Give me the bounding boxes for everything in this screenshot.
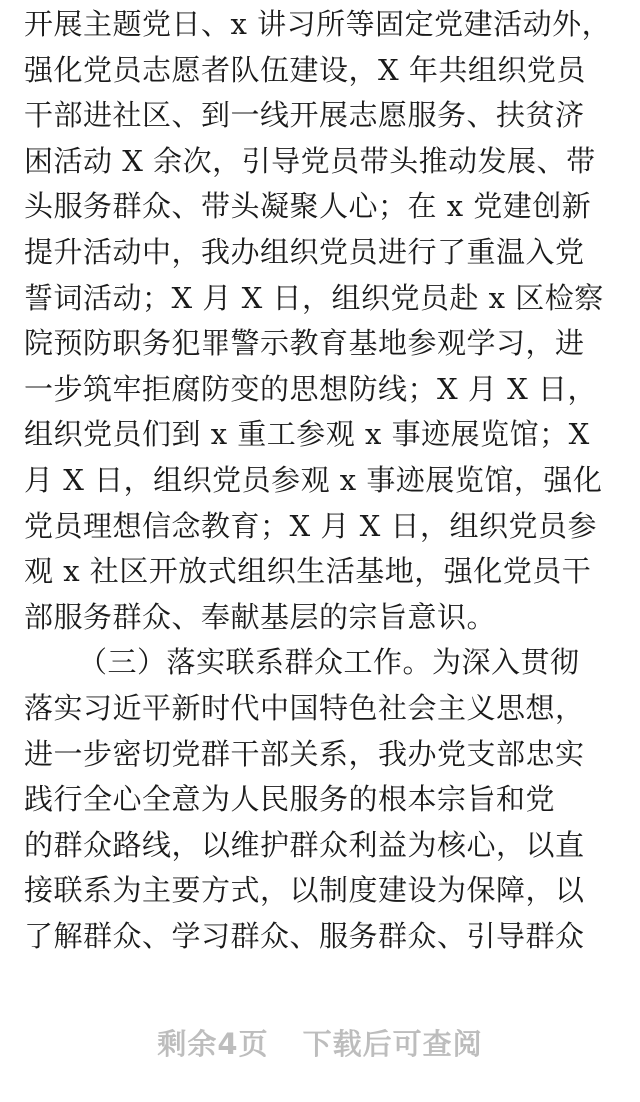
download-prompt-label: 下载后可查阅 bbox=[302, 1027, 483, 1061]
text-line: 强化党员志愿者队伍建设，X 年共组织党员 bbox=[24, 52, 586, 87]
text-line: 月 X 日，组织党员参观 x 事迹展览馆，强化 bbox=[24, 463, 603, 497]
text-line: 开展主题党日、x 讲习所等固定党建活动外， bbox=[24, 7, 612, 41]
text-line: 头服务群众、带头凝聚人心；在 x 党建创新 bbox=[24, 189, 592, 224]
text-line: 党员理想信念教育；X 月 X 日，组织党员参 bbox=[24, 508, 597, 543]
text-line: 一步筑牢拒腐防变的思想防线；X 月 X 日， bbox=[24, 371, 597, 406]
text-line: 了解群众、学习群众、服务群众、引导群众 bbox=[24, 919, 585, 953]
text-line: 接联系为主要方式，以制度建设为保障，以 bbox=[24, 873, 585, 908]
text-line: 践行全心全意为人民服务的根本宗旨和党 bbox=[24, 782, 556, 817]
text-line: 院预防职务犯罪警示教育基地参观学习，进 bbox=[24, 326, 585, 361]
text-line: 提升活动中，我办组织党员进行了重温入党 bbox=[24, 235, 585, 269]
download-banner[interactable] bbox=[0, 1022, 640, 1063]
text-line: 困活动 X 余次，引导党员带头推动发展、带 bbox=[24, 143, 596, 178]
text-line: 干部进社区、到一线开展志愿服务、扶贫济 bbox=[24, 98, 585, 133]
text-line: 的群众路线，以维护群众利益为核心，以直 bbox=[24, 827, 585, 862]
text-line: 进一步密切党群干部关系，我办党支部忠实 bbox=[24, 736, 585, 771]
text-line: 观 x 社区开放式组织生活基地，强化党员干 bbox=[24, 554, 592, 589]
text-line: 誓词活动；X 月 X 日，组织党员赴 x 区检察 bbox=[24, 280, 604, 315]
text-line: 落实习近平新时代中国特色社会主义思想， bbox=[24, 691, 585, 725]
section-heading-line: （三）落实联系群众工作。为深入贯彻 bbox=[78, 645, 580, 680]
remaining-pages-label: 剩余4页 bbox=[157, 1027, 269, 1061]
text-line: 组织党员们到 x 重工参观 x 事迹展览馆；X bbox=[24, 417, 590, 452]
text-line: 部服务群众、奉献基层的宗旨意识。 bbox=[24, 599, 497, 634]
